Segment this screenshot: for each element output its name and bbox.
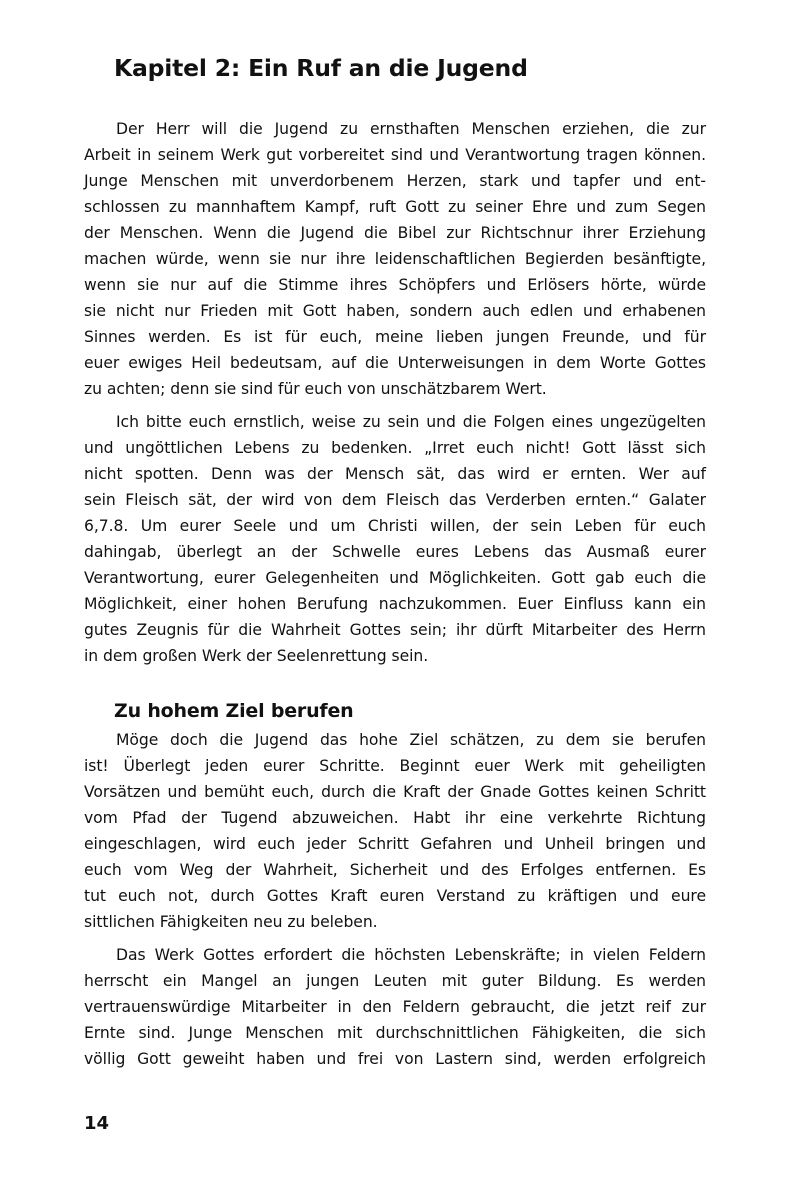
text-line: dahingab, überlegt an der Schwelle eures Lebens das Ausmaß eurer xyxy=(84,543,706,561)
text-line: eingeschlagen, wird euch jeder Schritt Gefahren und Unheil bringen und xyxy=(84,835,706,853)
text-line: der Menschen. Wenn die Jugend die Bibel zur Richtschnur ihrer Erziehung xyxy=(84,224,706,242)
text-line: sittlichen Fähigkeiten neu zu beleben. xyxy=(84,913,378,931)
paragraph-3 xyxy=(84,727,706,935)
text-line: vom Pfad der Tugend abzuweichen. Habt ihr eine verkehrte Richtung xyxy=(84,809,706,827)
text-line: machen würde, wenn sie nur ihre leidenschaftlichen Begierden besänftigte, xyxy=(84,250,706,268)
text-line: nicht spotten. Denn was der Mensch sät, das wird er ernten. Wer auf xyxy=(84,465,706,483)
text-line: in dem großen Werk der Seelenrettung sein. xyxy=(84,647,429,665)
text-line: Vorsätzen und bemüht euch, durch die Kraft der Gnade Gottes keinen Schritt xyxy=(84,783,706,801)
text-line: Ich bitte euch ernstlich, weise zu sein und die Folgen eines ungezügelten xyxy=(116,413,706,431)
text-line: Der Herr will die Jugend zu ernsthaften Menschen erziehen, die zur xyxy=(116,120,706,138)
text-line: gutes Zeugnis für die Wahrheit Gottes sein; ihr dürft Mitarbeiter des Herrn xyxy=(84,621,706,639)
text-line: wenn sie nur auf die Stimme ihres Schöpfers und Erlösers hörte, würde xyxy=(84,276,706,294)
text-line: herrscht ein Mangel an jungen Leuten mit guter Bildung. Es werden xyxy=(84,972,706,990)
page-number: 14 xyxy=(84,1113,110,1134)
section-title: Zu hohem Ziel berufen xyxy=(114,700,354,722)
text-line: zu achten; denn sie sind für euch von unschätzbarem Wert. xyxy=(84,380,547,398)
text-line: Das Werk Gottes erfordert die höchsten Lebenskräfte; in vielen Feldern xyxy=(116,946,706,964)
text-line: Verantwortung, eurer Gelegenheiten und Möglichkeiten. Gott gab euch die xyxy=(84,569,706,587)
text-line: euch vom Weg der Wahrheit, Sicherheit und des Erfolges entfernen. Es xyxy=(84,861,706,879)
text-line: Ernte sind. Junge Menschen mit durchschnittlichen Fähigkeiten, die sich xyxy=(84,1024,706,1042)
text-line: schlossen zu mannhaftem Kampf, ruft Gott zu seiner Ehre und zum Segen xyxy=(84,198,706,216)
text-line: völlig Gott geweiht haben und frei von Lastern sind, werden erfolgreich xyxy=(84,1050,706,1068)
chapter-title: Kapitel 2: Ein Ruf an die Jugend xyxy=(114,54,528,82)
text-line: 6,7.8. Um eurer Seele und um Christi willen, der sein Leben für euch xyxy=(84,517,706,535)
text-line: Arbeit in seinem Werk gut vorbereitet sind und Verantwortung tragen können. xyxy=(84,146,706,164)
text-line: tut euch not, durch Gottes Kraft euren Verstand zu kräftigen und eure xyxy=(84,887,706,905)
text-line: sie nicht nur Frieden mit Gott haben, sondern auch edlen und erhabenen xyxy=(84,302,706,320)
text-line: vertrauenswürdige Mitarbeiter in den Feldern gebraucht, die jetzt reif zur xyxy=(84,998,706,1016)
text-line: Möge doch die Jugend das hohe Ziel schätzen, zu dem sie berufen xyxy=(116,731,706,749)
text-line: Sinnes werden. Es ist für euch, meine lieben jungen Freunde, und für xyxy=(84,328,706,346)
text-line: ist! Überlegt jeden eurer Schritte. Beginnt euer Werk mit geheiligten xyxy=(84,757,706,775)
text-line: euer ewiges Heil bedeutsam, auf die Unterweisungen in dem Worte Gottes xyxy=(84,354,706,372)
text-line: sein Fleisch sät, der wird von dem Fleisch das Verderben ernten.“ Galater xyxy=(84,491,706,509)
paragraph-4 xyxy=(84,942,706,1072)
text-line: Möglichkeit, einer hohen Berufung nachzukommen. Euer Einfluss kann ein xyxy=(84,595,706,613)
text-line: und ungöttlichen Lebens zu bedenken. „Irret euch nicht! Gott lässt sich xyxy=(84,439,706,457)
text-line: Junge Menschen mit unverdorbenem Herzen, stark und tapfer und ent- xyxy=(84,172,706,190)
paragraph-1 xyxy=(84,116,706,402)
paragraph-2 xyxy=(84,409,706,669)
